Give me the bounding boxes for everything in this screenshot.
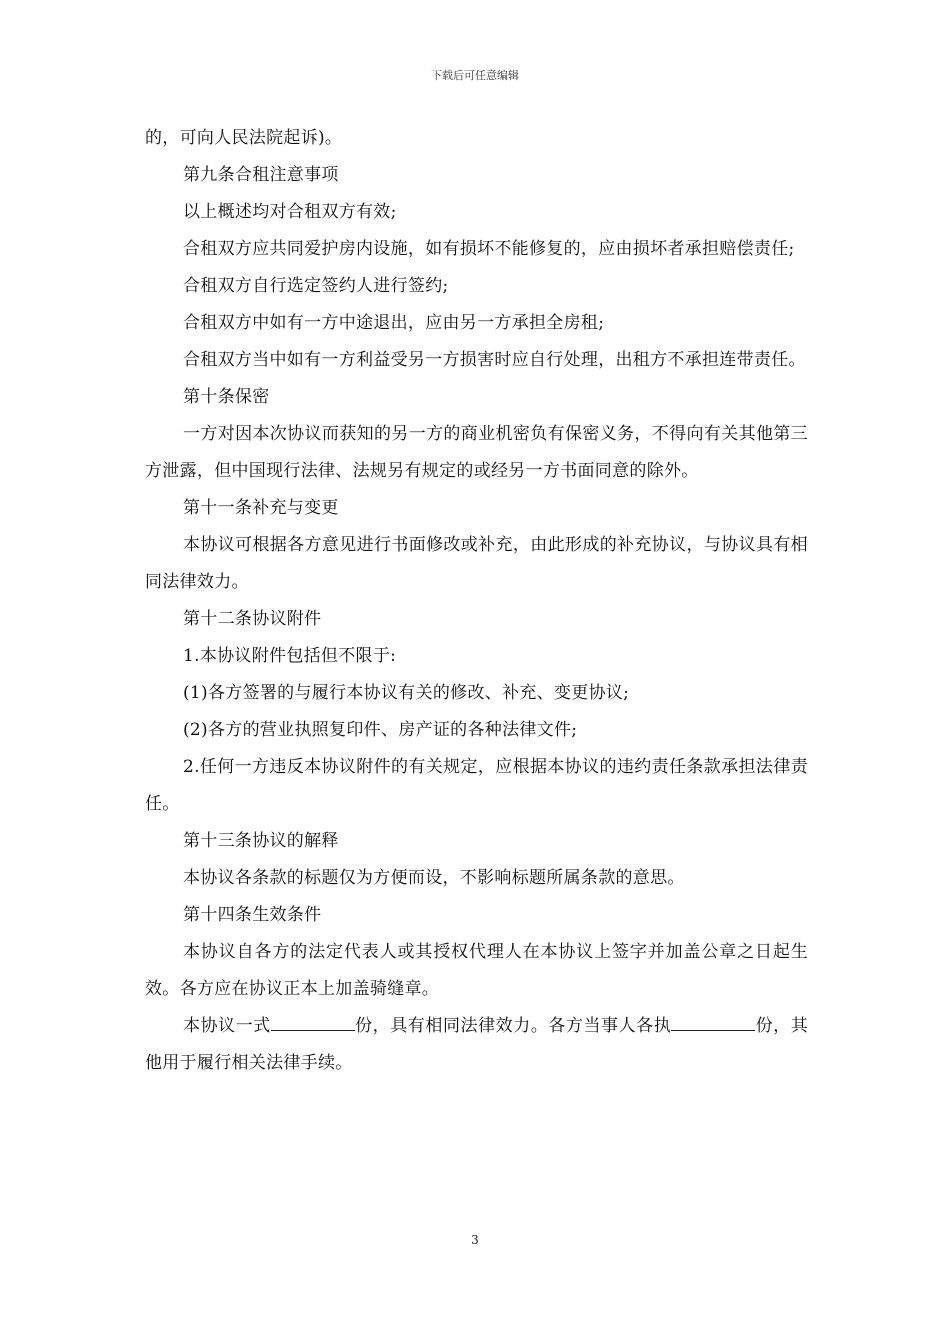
- page-number: 3: [471, 1233, 479, 1247]
- paragraph: 本协议自各方的法定代表人或其授权代理人在本协议上签字并加盖公章之日起生效。各方应在协议正本上加盖骑缝章。: [145, 942, 808, 999]
- paragraph: 合租双方自行选定签约人进行签约;: [183, 276, 449, 296]
- clause-heading: 第十条保密: [183, 387, 270, 407]
- paragraph: 合租双方当中如有一方利益受另一方损害时应自行处理，出租方不承担连带责任。: [183, 350, 806, 370]
- paragraph: (2)各方的营业执照复印件、房产证的各种法律文件;: [183, 720, 578, 740]
- page-header: 下载后可任意编辑: [431, 69, 519, 82]
- paragraph: (1)各方签署的与履行本协议有关的修改、补充、变更协议;: [183, 683, 630, 703]
- blank-line: [271, 1014, 355, 1031]
- clause-heading: 第十四条生效条件: [183, 905, 322, 925]
- paragraph: 合租双方中如有一方中途退出，应由另一方承担全房租;: [183, 313, 605, 333]
- document-body: [145, 120, 808, 1082]
- paragraph: 的，可向人民法院起诉)。: [145, 128, 343, 148]
- blank-line: [671, 1014, 755, 1031]
- clause-heading: 第十一条补充与变更: [183, 498, 339, 518]
- paragraph: 合租双方应共同爱护房内设施，如有损坏不能修复的，应由损坏者承担赔偿责任;: [183, 239, 795, 259]
- paragraph: 以上概述均对合租双方有效;: [183, 202, 397, 222]
- paragraph: 本协议可根据各方意见进行书面修改或补充，由此形成的补充协议，与协议具有相同法律效力。: [145, 535, 808, 592]
- paragraph: 一方对因本次协议而获知的另一方的商业机密负有保密义务，不得向有关其他第三方泄露，但中国现行法律、法规另有规定的或经另一方书面同意的除外。: [145, 424, 808, 481]
- clause-heading: 第十二条协议附件: [183, 609, 322, 629]
- clause-heading: 第十三条协议的解释: [183, 831, 339, 851]
- paragraph: 2.任何一方违反本协议附件的有关规定，应根据本协议的违约责任条款承担法律责任。: [145, 757, 808, 814]
- text-segment: 份，其他用于履行相关法律手续。: [145, 1016, 809, 1073]
- paragraph: 1.本协议附件包括但不限于:: [183, 646, 397, 666]
- clause-heading: 第九条合租注意事项: [183, 165, 339, 185]
- paragraph: 本协议各条款的标题仅为方便而设，不影响标题所属条款的意思。: [183, 868, 685, 888]
- text-segment: 份，具有相同法律效力。各方当事人各执: [354, 1016, 672, 1036]
- text-segment: 本协议一式: [183, 1016, 271, 1036]
- paragraph-with-blanks: [145, 1008, 808, 1082]
